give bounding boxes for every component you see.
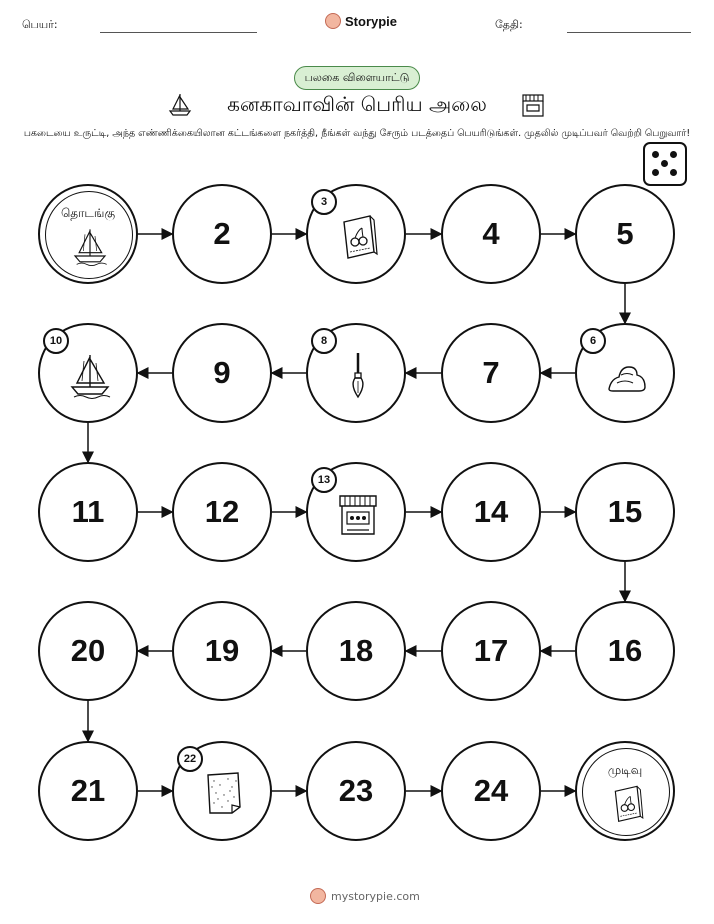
space-number-badge: 6 [580, 328, 606, 354]
name-label: பெயர்: [22, 18, 58, 31]
cherry-box-icon [607, 783, 647, 823]
board-space[interactable] [306, 601, 406, 701]
game-type-badge: பலகை விளையாட்டு [294, 66, 420, 90]
finish-space[interactable] [575, 741, 675, 841]
space-number: 9 [213, 355, 231, 390]
space-number: 19 [204, 633, 240, 668]
board-space[interactable] [172, 323, 272, 423]
space-number: 12 [204, 494, 240, 529]
space-number: 16 [607, 633, 643, 668]
space-number: 5 [616, 216, 634, 251]
board-space[interactable] [38, 741, 138, 841]
space-number: 23 [338, 773, 374, 808]
space-number-badge: 22 [177, 746, 203, 772]
board-space[interactable] [306, 741, 406, 841]
shop-icon [336, 490, 380, 538]
page-title: கனகாவாவின் பெரிய அலை [227, 92, 487, 116]
board-space[interactable] [441, 462, 541, 562]
space-label: தொடங்கு [60, 206, 116, 220]
start-space[interactable] [38, 184, 138, 284]
space-number-badge: 3 [311, 189, 337, 215]
space-number-badge: 8 [311, 328, 337, 354]
board-space[interactable] [172, 184, 272, 284]
space-number: 7 [482, 355, 500, 390]
storypie-logo-icon [310, 888, 326, 904]
paper-icon [202, 769, 246, 817]
board-space[interactable] [441, 741, 541, 841]
board-space[interactable] [441, 323, 541, 423]
paintbrush-icon [336, 351, 380, 399]
cherry-box-icon [336, 212, 380, 260]
space-number: 24 [473, 773, 509, 808]
space-number: 15 [607, 494, 643, 529]
brand-name: Storypie [345, 13, 398, 29]
date-label: தேதி: [495, 18, 523, 31]
space-number: 4 [482, 216, 500, 251]
board-space[interactable] [38, 462, 138, 562]
board-space[interactable] [172, 462, 272, 562]
space-number-badge: 13 [311, 467, 337, 493]
space-number: 14 [473, 494, 509, 529]
sand-pile-icon [605, 351, 649, 399]
board-space[interactable] [575, 601, 675, 701]
space-number-badge: 10 [43, 328, 69, 354]
board-space[interactable] [575, 462, 675, 562]
boat-icon [68, 351, 112, 399]
board-space[interactable] [172, 601, 272, 701]
boat-icon [70, 226, 110, 266]
space-label: முடிவு [607, 763, 643, 777]
space-number: 20 [70, 633, 106, 668]
board-space[interactable] [441, 184, 541, 284]
board-space[interactable] [575, 184, 675, 284]
footer [310, 888, 420, 904]
space-number: 18 [338, 633, 374, 668]
board-space[interactable] [441, 601, 541, 701]
space-number: 11 [71, 494, 105, 529]
footer-url: mystorypie.com [331, 889, 420, 903]
instructions: பகடையை உருட்டி, அந்த எண்ணிக்கையிலான கட்டங்களை நகர்த்தி, நீங்கள் வந்து சேரும் படத்தைப் பெயரிடுங்கள். முதலில் முடிப்பவர் வெற்றி பெறுவார்! [23, 128, 691, 139]
space-number: 17 [473, 633, 509, 668]
space-number: 2 [213, 216, 231, 251]
space-number: 21 [70, 773, 106, 808]
board-space[interactable] [38, 601, 138, 701]
